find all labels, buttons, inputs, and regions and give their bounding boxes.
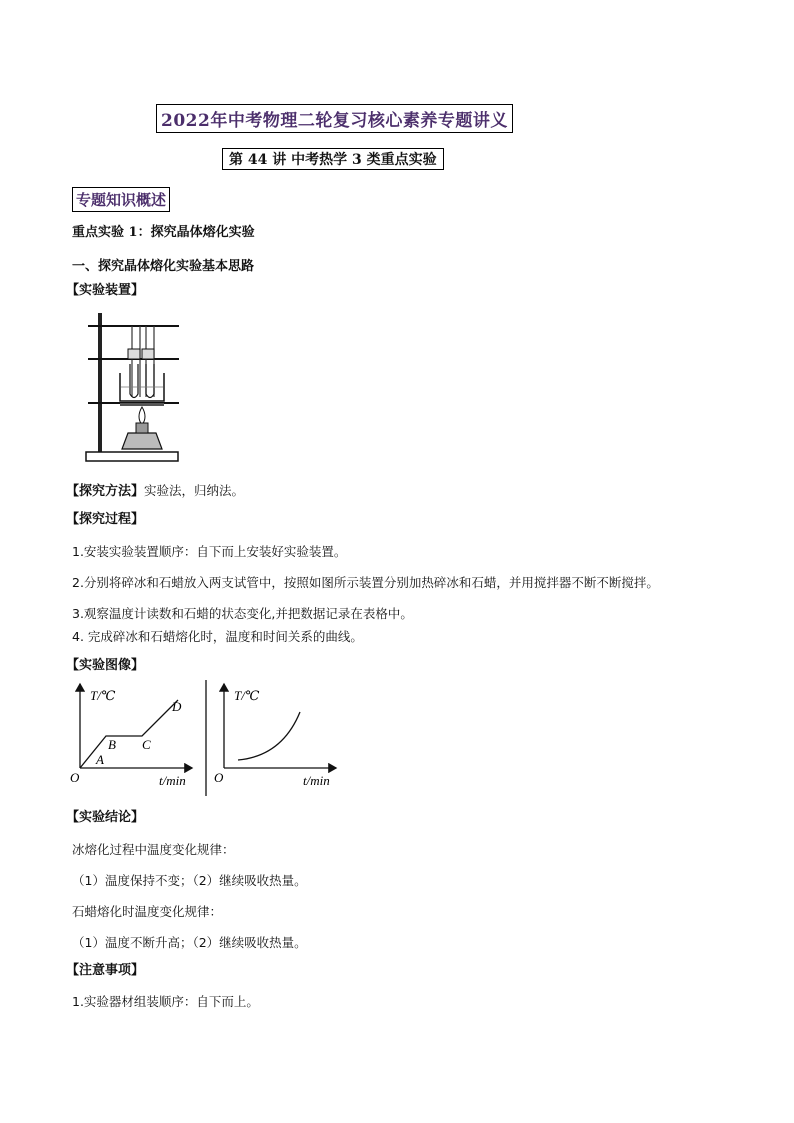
chart1-point-d: D [172,699,182,714]
graph-label: 【实验图像】 [66,658,145,673]
method-label: 【探究方法】 [66,484,145,499]
document-title: 2022年中考物理二轮复习核心素养专题讲义 [156,104,513,133]
wax-rule: （1）温度不断升高；（2）继续吸收热量。 [72,935,307,950]
experiment-graphs [68,678,348,800]
step-1: 1.安装实验装置顺序：自下而上安装好实验装置。 [72,544,347,559]
lecture-subtitle: 第 44 讲 中考热学 3 类重点实验 [222,148,444,170]
step-3: 3.观察温度计读数和石蜡的状态变化,并把数据记录在表格中。 [72,606,413,621]
notes-label: 【注意事项】 [66,963,145,978]
chart1-point-a: A [96,752,104,767]
section-heading: 专题知识概述 [72,187,170,212]
chart2-xlabel: t/min [303,773,330,788]
chart1-point-c: C [142,737,151,752]
method-line [66,480,245,499]
chart1-origin-label: O [70,770,80,785]
wax-rule-title: 石蜡熔化时温度变化规律： [72,904,223,919]
chart1-ylabel: T/℃ [90,688,116,703]
chart1-point-b: B [108,737,116,752]
step-2: 2.分别将碎冰和石蜡放入两支试管中，按照如图所示装置分别加热碎冰和石蜡，并用搅拌器不断不断搅拌。 [72,575,659,590]
chart1-xlabel: t/min [159,773,186,788]
process-label: 【探究过程】 [66,512,145,527]
ice-rule-title: 冰熔化过程中温度变化规律： [72,842,235,857]
chart1-curve [80,700,178,768]
chart2-curve [238,712,300,760]
note-1: 1.实验器材组装顺序：自下而上。 [72,994,259,1009]
step-4: 4. 完成碎冰和石蜡熔化时，温度和时间关系的曲线。 [72,629,363,644]
conclusion-label: 【实验结论】 [66,810,145,825]
apparatus-illustration [84,309,184,465]
apparatus-label: 【实验装置】 [66,283,145,298]
method-text: 实验法，归纳法。 [144,483,245,498]
chart2-ylabel: T/℃ [234,688,260,703]
chart2-origin-label: O [214,770,224,785]
experiment-heading: 重点实验 1：探究晶体熔化实验 [72,225,255,240]
part-heading: 一、探究晶体熔化实验基本思路 [72,259,255,274]
ice-rule: （1）温度保持不变；（2）继续吸收热量。 [72,873,307,888]
